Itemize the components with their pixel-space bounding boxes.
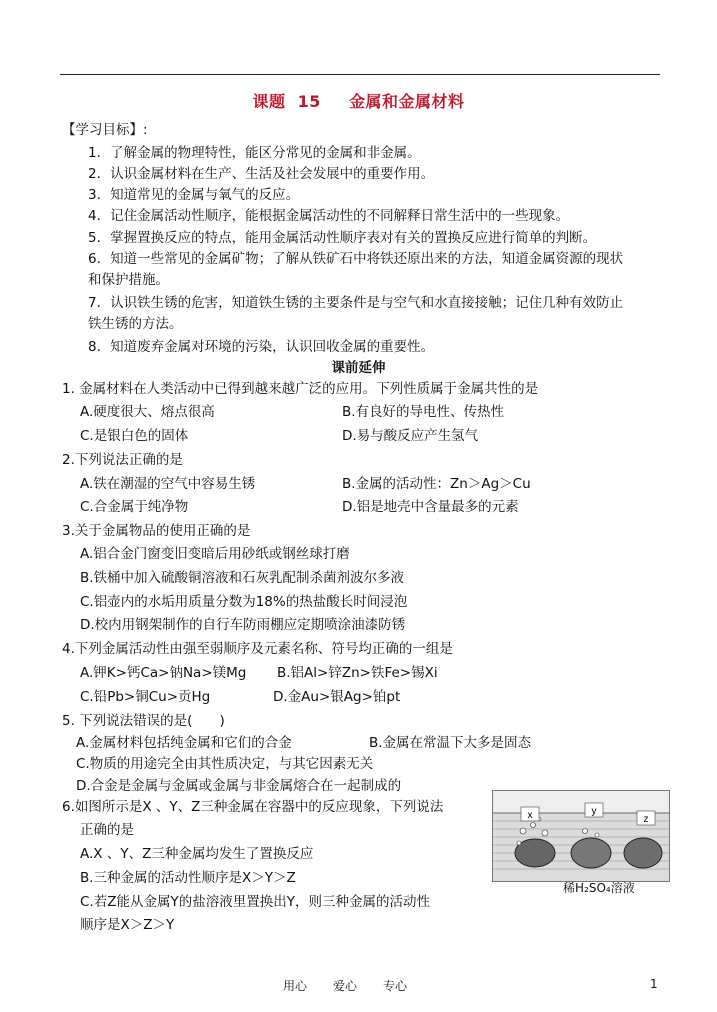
question-option: A.X 、Y、Z三种金属均发生了置换反应 (80, 846, 314, 862)
question-option: A.铝合金门窗变旧变暗后用砂纸或钢丝球打磨 (80, 546, 350, 562)
objective-item: 和保护措施。 (88, 272, 169, 288)
question-option: C.铅Pb>铜Cu>贡Hg (80, 689, 211, 705)
page-title (0, 89, 717, 112)
question-stem: 6.如图所示是X 、Y、Z三种金属在容器中的反应现象，下列说法 (62, 799, 444, 815)
title-number: 15 (297, 92, 321, 111)
reaction-illustration (493, 791, 669, 881)
objective-item: 3．知道常见的金属与氧气的反应。 (88, 187, 300, 203)
question-option: B.三种金属的活动性顺序是X＞Y＞Z (80, 870, 296, 886)
question-option: 顺序是X＞Z＞Y (80, 917, 175, 933)
bubble (517, 841, 521, 845)
metal-label-y: y (591, 806, 597, 817)
question-option: B.金属在常温下大多是固态 (369, 735, 532, 751)
question-option: B.铝Al>锌Zn>铁Fe>锡Xi (277, 665, 438, 681)
question-stem: 5. 下列说法错误的是( ) (62, 713, 225, 729)
bubble (583, 829, 588, 834)
question-option: B.金属的活动性：Zn＞Ag＞Cu (342, 476, 531, 492)
objective-item: 5．掌握置换反应的特点，能用金属活动性顺序表对有关的置换反应进行简单的判断。 (88, 230, 597, 246)
objectives-heading: 【学习目标】: (62, 122, 148, 138)
objective-item: 4．记住金属活动性顺序，能根据金属活动性的不同解释日常生活中的一些现象。 (88, 208, 570, 224)
question-option: D.合金是金属与金属或金属与非金属熔合在一起制成的 (76, 778, 402, 794)
metal-z (624, 838, 662, 868)
footer-item: 专心 (383, 979, 408, 993)
footer-item: 用心 (283, 979, 308, 993)
question-stem-continued: 正确的是 (80, 822, 134, 838)
question-option: C.物质的用途完全由其性质决定，与其它因素无关 (76, 756, 374, 772)
question-option: C.合金属于纯净物 (80, 499, 189, 515)
question-option: C.是银白色的固体 (80, 428, 189, 444)
question-option: B.铁桶中加入硫酸铜溶液和石灰乳配制杀菌剂波尔多液 (80, 570, 405, 586)
question-option: C.若Z能从金属Y的盐溶液里置换出Y，则三种金属的活动性 (80, 894, 430, 910)
question-stem: 2.下列说法正确的是 (62, 452, 183, 468)
metal-y (571, 838, 611, 868)
question-option: B.有良好的导电性、传热性 (342, 404, 505, 420)
title-label: 课题 (252, 92, 286, 111)
question-option: D.易与酸反应产生氢气 (342, 428, 479, 444)
metal-label-z: z (643, 814, 649, 825)
question-stem: 4.下列金属活动性由强至弱顺序及元素名称、符号均正确的一组是 (62, 641, 453, 657)
page-number: 1 (650, 977, 658, 991)
objective-item: 1．了解金属的物理特性，能区分常见的金属和非金属。 (88, 145, 421, 161)
question-option: C.铝壶内的水垢用质量分数为18%的热盐酸长时间浸泡 (80, 594, 408, 610)
question-stem: 3.关于金属物品的使用正确的是 (62, 523, 251, 539)
title-text: 金属和金属材料 (348, 92, 465, 111)
objective-item: 铁生锈的方法。 (88, 316, 183, 332)
question-stem: 1. 金属材料在人类活动中已得到越来越广泛的应用。下列性质属于金属共性的是 (62, 381, 539, 397)
question-option: D.校内用钢架制作的自行车防雨棚应定期喷涂油漆防锈 (80, 617, 406, 633)
bubble (542, 830, 548, 836)
bubble (520, 828, 526, 834)
objective-item: 7．认识铁生锈的危害，知道铁生锈的主要条件是与空气和水直接接触；记住几种有效防止 (88, 295, 624, 311)
objective-item: 8．知道废弃金属对环境的污染，认识回收金属的重要性。 (88, 339, 435, 355)
reaction-figure (492, 790, 670, 882)
question-option: A.金属材料包括纯金属和它们的合金 (76, 735, 292, 751)
question-option: D.铝是地壳中含量最多的元素 (342, 499, 519, 515)
objective-item: 2．认识金属材料在生产、生活及社会发展中的重要作用。 (88, 166, 435, 182)
question-option: D.金Au>银Ag>铂pt (273, 689, 401, 705)
bubble (531, 823, 536, 828)
section-title: 课前延伸 (331, 360, 386, 376)
question-option: A.硬度很大、熔点很高 (80, 404, 215, 420)
bubble (595, 833, 599, 837)
footer-item: 爱心 (333, 979, 358, 993)
header-rule (60, 74, 660, 75)
metal-label-x: x (527, 810, 533, 821)
objective-item: 6．知道一些常见的金属矿物；了解从铁矿石中将铁还原出来的方法，知道金属资源的现状 (88, 251, 624, 267)
question-option: A.铁在潮湿的空气中容易生锈 (80, 476, 256, 492)
question-option: A.钾K>钙Ca>钠Na>镁Mg (80, 665, 247, 681)
figure-caption: 稀H₂SO₄溶液 (563, 881, 635, 895)
